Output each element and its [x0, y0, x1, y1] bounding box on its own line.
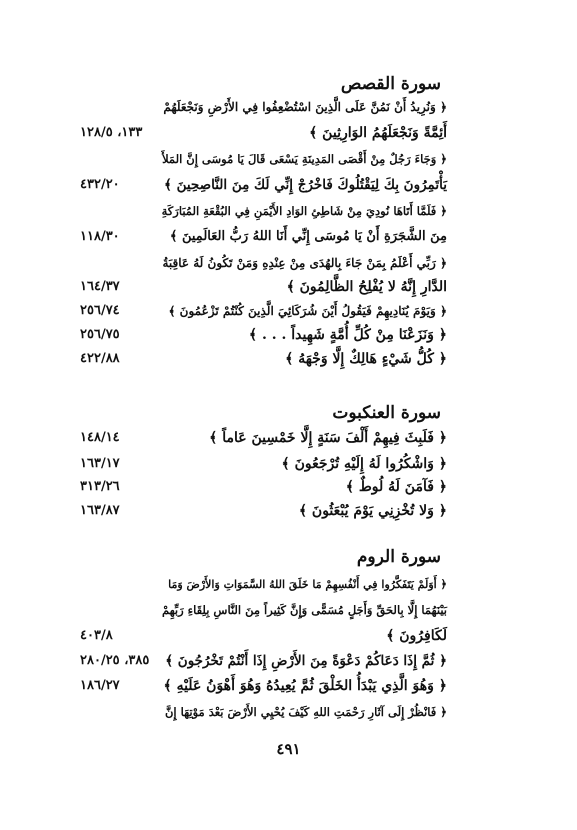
verse-text: ﴿ كُلُّ شَيْءٍ هَالِكٌ إِلَّا وَجْهَهُ ﴾ — [285, 351, 447, 367]
verse-line — [0, 649, 577, 673]
verse-text: ﴿ فَلَمَّا أَتَاهَا نُودِيَ مِنْ شَاطِئِ الوَادِ الأَيْمَنِ فِي البُقْعَةِ المُبَارَكَةِ — [161, 204, 447, 218]
verse-line — [0, 452, 577, 476]
verse-ref: ٢٥٦/٧٥ — [80, 327, 120, 342]
verse-text: يَأْتَمِرُونَ بِكَ لِيَقْتُلُوكَ فَاخْرُجْ إِنِّي لَكَ مِنَ النَّاصِحِينَ ﴾ — [163, 177, 447, 193]
verse-line — [0, 147, 577, 171]
verse-ref: ٣٨٥، ٢٨٠/٢٥ — [80, 653, 150, 668]
page-number: ٤٩١ — [276, 740, 301, 758]
verse-text: لَكَافِرُونَ ﴾ — [386, 628, 447, 644]
verse-text: ﴿ وَيَوْمَ يُنَادِيهِمْ فَيَقُولُ أَيْنَ شُرَكَائِيَ الَّذِينَ كُنْتُمْ تَزْعُمُونَ ﴾ — [168, 304, 447, 318]
verse-line — [0, 347, 577, 371]
verse-line — [0, 251, 577, 275]
verse-line — [0, 173, 577, 197]
verse-text: ﴿ رَبِّي أَعْلَمُ بِمَنْ جَاءَ بِالهُدَى مِنْ عِنْدِهِ وَمَنْ تَكُونُ لَهُ عَاقِبَةُ — [162, 256, 447, 270]
verse-text: الدَّارِ إِنَّهُ لا يُفْلِحُ الظَّالِمُونَ ﴾ — [286, 279, 447, 295]
verse-text: مِنَ الشَّجَرَةِ أَنْ يَا مُوسَى إِنِّي أَنَا اللهُ رَبُّ العَالَمِينَ ﴾ — [169, 229, 447, 244]
verse-text: ﴿ وَنَزَعْنَا مِنْ كُلِّ أُمَّةٍ شَهِيداً . . . ﴾ — [248, 327, 447, 343]
verse-line — [0, 121, 577, 145]
verse-ref: ٤٣٢/٢٠ — [80, 177, 120, 192]
verse-line — [0, 624, 577, 648]
verse-line — [0, 95, 577, 119]
verse-line — [0, 426, 577, 450]
verse-text: ﴿ وَنُرِيدُ أَنْ نَمُنَّ عَلَى الَّذِينَ اسْتُضْعِفُوا فِي الأَرْضِ وَنَجْعَلَهُمْ — [163, 100, 447, 114]
verse-ref: ٤٢٢/٨٨ — [80, 351, 120, 366]
verse-ref: ١٦٤/٣٧ — [80, 279, 120, 294]
verse-line — [0, 225, 577, 249]
verse-text: ﴿ وَلا تُخْزِنِي يَوْمَ يُبْعَثُونَ ﴾ — [298, 503, 447, 519]
verse-ref: ١٣٣، ١٢٨/٥ — [80, 125, 143, 140]
verse-text: ﴿ ثُمَّ إِذَا دَعَاكُمْ دَعْوَةً مِنَ الأَرْضِ إِذَا أَنْتُمْ تَخْرُجُونَ ﴾ — [165, 653, 447, 669]
verse-line — [0, 700, 577, 724]
verse-text: أَئِمَّةً وَنَجْعَلَهُمُ الوَارِثِينَ ﴾ — [309, 125, 447, 141]
section-title-qasas: سورة القصص — [340, 74, 441, 94]
verse-text: ﴿ فَانْظُرْ إِلَى آثَارِ رَحْمَتِ اللهِ كَيْفَ يُحْيِي الأَرْضَ بَعْدَ مَوْتِهَا إِنَّ — [164, 705, 447, 719]
verse-text: ﴿ وَهُوَ الَّذِي يَبْدَأُ الخَلْقَ ثُمَّ يُعِيدُهُ وَهُوَ أَهْوَنُ عَلَيْهِ ﴾ — [163, 678, 447, 694]
verse-line — [0, 573, 577, 597]
verse-line — [0, 299, 577, 323]
verse-text: بَيْنَهُمَا إِلَّا بِالحَقِّ وَأَجَلٍ مُسَمًّى وَإِنَّ كَثِيراً مِنَ النَّاسِ بِلِقَاءِ رَبِّهِمْ — [161, 603, 447, 617]
verse-text: ﴿ وَجَاءَ رَجُلٌ مِنْ أَقْصَى المَدِينَةِ يَسْعَى قَالَ يَا مُوسَى إِنَّ المَلأَ — [162, 152, 447, 166]
verse-line — [0, 499, 577, 523]
section-title-rum: سورة الروم — [356, 547, 441, 567]
verse-line — [0, 323, 577, 347]
verse-line — [0, 199, 577, 223]
section-title-ankabut: سورة العنكبوت — [332, 403, 441, 423]
verse-text: ﴿ وَاشْكُرُوا لَهُ إِلَيْهِ تُرْجَعُونَ ﴾ — [281, 456, 447, 472]
verse-line — [0, 275, 577, 299]
verse-ref: ١٦٣/١٧ — [80, 456, 120, 471]
verse-ref: ٤٠٣/٨ — [80, 628, 113, 643]
verse-ref: ٢٥٦/٧٤ — [80, 303, 120, 318]
verse-ref: ٣١٣/٢٦ — [80, 479, 120, 494]
verse-text: ﴿ فَآمَنَ لَهُ لُوطٌ ﴾ — [345, 479, 447, 495]
verse-ref: ١٦٣/٨٧ — [80, 503, 120, 518]
verse-text: ﴿ فَلَبِثَ فِيهِمْ أَلْفَ سَنَةٍ إِلَّا خَمْسِينَ عَاماً ﴾ — [209, 430, 447, 446]
verse-line — [0, 475, 577, 499]
verse-ref: ١٤٨/١٤ — [80, 430, 120, 445]
verse-line — [0, 598, 577, 622]
verse-line — [0, 674, 577, 698]
verse-ref: ١٨٦/٢٧ — [80, 678, 120, 693]
verse-ref: ١١٨/٣٠ — [80, 229, 120, 244]
verse-text: ﴿ أَوَلَمْ يَتَفَكَّرُوا فِي أَنْفُسِهِمْ مَا خَلَقَ اللهُ السَّمَوَاتِ وَالأَرْضَ وَمَا — [168, 578, 447, 591]
